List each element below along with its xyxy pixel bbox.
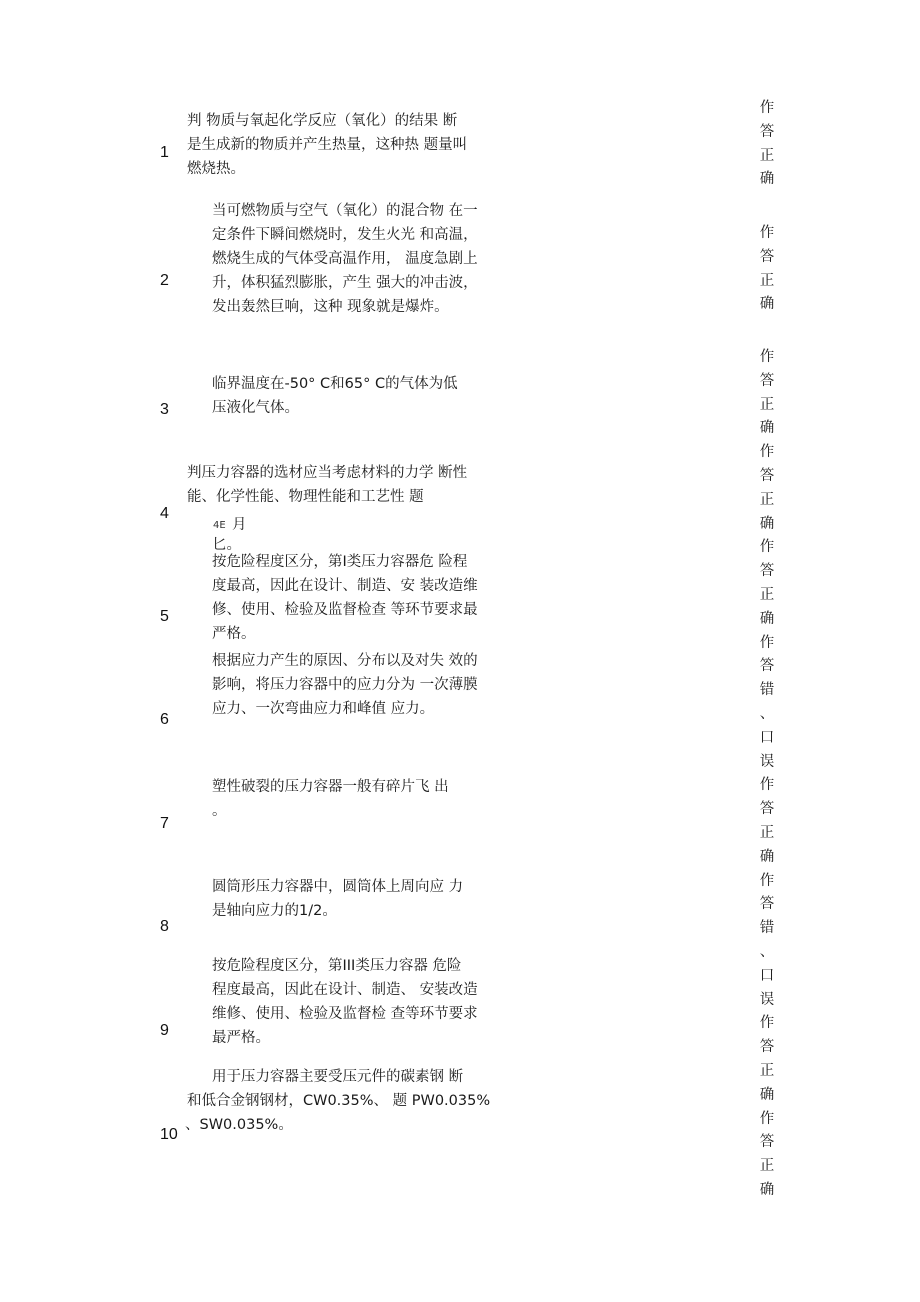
answer-char: 正: [759, 396, 775, 413]
answer-char: 作: [759, 634, 775, 651]
answer-char: 作: [759, 1110, 775, 1127]
answer-char: 正: [759, 1158, 775, 1175]
answer-char: 、: [759, 943, 775, 960]
question-text-fragment: 4E: [213, 520, 226, 531]
question-number: 4: [160, 505, 169, 522]
answer-char: 作: [759, 225, 775, 241]
question-text-line: 用于压力容器主要受压元件的碳素钢 断: [212, 1069, 464, 1085]
answer-char: 确: [759, 848, 775, 865]
question-number: 3: [160, 401, 169, 418]
question-text-line: 当可燃物质与空气（氧化）的混合物 在一: [212, 203, 478, 219]
answer-char: 确: [759, 1086, 775, 1103]
answer-char: 答: [759, 1134, 775, 1151]
answer-char: 作: [759, 872, 775, 889]
question-text-line: 、SW0.035%。: [185, 1117, 293, 1133]
answer-char: 正: [759, 491, 775, 508]
answer-char: 口: [759, 729, 775, 746]
question-text-line: 是轴向应力的1/2。: [212, 903, 337, 919]
answer-char: 误: [759, 991, 775, 1008]
question-text-line: 。: [212, 803, 227, 819]
question-number: 6: [160, 711, 169, 728]
question-number: 1: [160, 144, 169, 161]
question-text-line: 能、化学性能、物理性能和工艺性 题: [187, 489, 424, 505]
question-text-line: 应力、一次弯曲应力和峰值 应力。: [212, 701, 435, 717]
question-text-line: 圆筒形压力容器中，圆筒体上周向应 力: [212, 879, 464, 895]
question-text-line: 是生成新的物质并产生热量，这种热 题量叫: [187, 137, 468, 153]
answer-char: 正: [759, 586, 775, 603]
answer-char: 作: [759, 444, 775, 461]
answer-char: 确: [759, 171, 775, 188]
question-text-line: 严格。: [212, 626, 256, 642]
answer-char: 作: [759, 100, 775, 116]
question-number: 2: [160, 272, 169, 289]
answer-char: 答: [759, 801, 775, 818]
question-text-line: 定条件下瞬间燃烧时，发生火光 和高温，: [212, 227, 478, 243]
question-text-line: 和低合金钢钢材，CW0.35%、 题 PW0.035%: [187, 1093, 491, 1109]
answer-column-1: [758, 97, 776, 192]
answer-column-3: [758, 346, 776, 1203]
question-number: 9: [160, 1022, 169, 1039]
answer-char: 错: [759, 920, 775, 937]
question-text-line: 影响，将压力容器中的应力分为 一次薄膜: [212, 677, 478, 693]
question-text-line: 根据应力产生的原因、分布以及对失 效的: [212, 653, 478, 669]
question-text-line: 压液化气体。: [212, 400, 299, 416]
question-text-line: 升，体积猛烈膨胀，产生 强大的冲击波，: [212, 275, 478, 291]
answer-char: 答: [759, 123, 775, 140]
question-text-line: 按危险程度区分，第III类压力容器 危险: [212, 958, 462, 974]
answer-char: 作: [759, 777, 775, 794]
answer-char: 口: [759, 967, 775, 984]
answer-char: 确: [759, 610, 775, 627]
answer-char: 答: [759, 658, 775, 675]
answer-column-2: [758, 222, 776, 317]
question-number: 8: [160, 918, 169, 935]
answer-char: 确: [759, 420, 775, 437]
question-number: 7: [160, 815, 169, 832]
answer-char: 答: [759, 372, 775, 389]
question-text-line: 临界温度在-50° C和65° C的气体为低: [212, 376, 458, 392]
question-text-line: 燃烧生成的气体受高温作用， 温度急剧上: [212, 251, 478, 267]
answer-char: 答: [759, 1039, 775, 1056]
question-number: 5: [160, 608, 169, 625]
answer-char: 正: [759, 272, 775, 289]
answer-char: 答: [759, 248, 775, 265]
question-text-line: 燃烧热。: [187, 161, 245, 177]
question-text-line: 修、使用、检验及监督检查 等环节要求最: [212, 602, 478, 618]
question-number: 10: [160, 1126, 178, 1143]
question-text-line: 度最高，因此在设计、制造、安 装改造维: [212, 578, 478, 594]
question-text-line: 月: [232, 517, 247, 533]
question-text-line: 最严格。: [212, 1030, 270, 1046]
answer-char: 答: [759, 467, 775, 484]
answer-char: 错: [759, 682, 775, 699]
question-text-line: 维修、使用、检验及监督检 查等环节要求: [212, 1006, 478, 1022]
answer-char: 确: [759, 515, 775, 532]
question-text-line: 发出轰然巨响，这种 现象就是爆炸。: [212, 299, 449, 315]
answer-char: 正: [759, 1062, 775, 1079]
answer-char: 正: [759, 147, 775, 164]
question-text-line: 程度最高，因此在设计、制造、 安装改造: [212, 982, 478, 998]
question-text-line: 判 物质与氧起化学反应（氧化）的结果 断: [187, 113, 458, 129]
question-text-line: 塑性破裂的压力容器一般有碎片飞 出: [212, 779, 449, 795]
answer-char: 作: [759, 539, 775, 556]
answer-char: 正: [759, 824, 775, 841]
answer-char: 答: [759, 896, 775, 913]
answer-char: 误: [759, 753, 775, 770]
answer-char: 作: [759, 1015, 775, 1032]
answer-char: 、: [759, 705, 775, 722]
question-text-line: 按危险程度区分，第I类压力容器危 险程: [212, 554, 468, 570]
answer-char: 确: [759, 296, 775, 313]
question-text-line: 判压力容器的选材应当考虑材料的力学 断性: [187, 465, 468, 481]
answer-char: 作: [759, 349, 775, 365]
answer-char: 确: [759, 1181, 775, 1198]
answer-char: 答: [759, 563, 775, 580]
question-text-line: 匕。: [212, 537, 241, 553]
